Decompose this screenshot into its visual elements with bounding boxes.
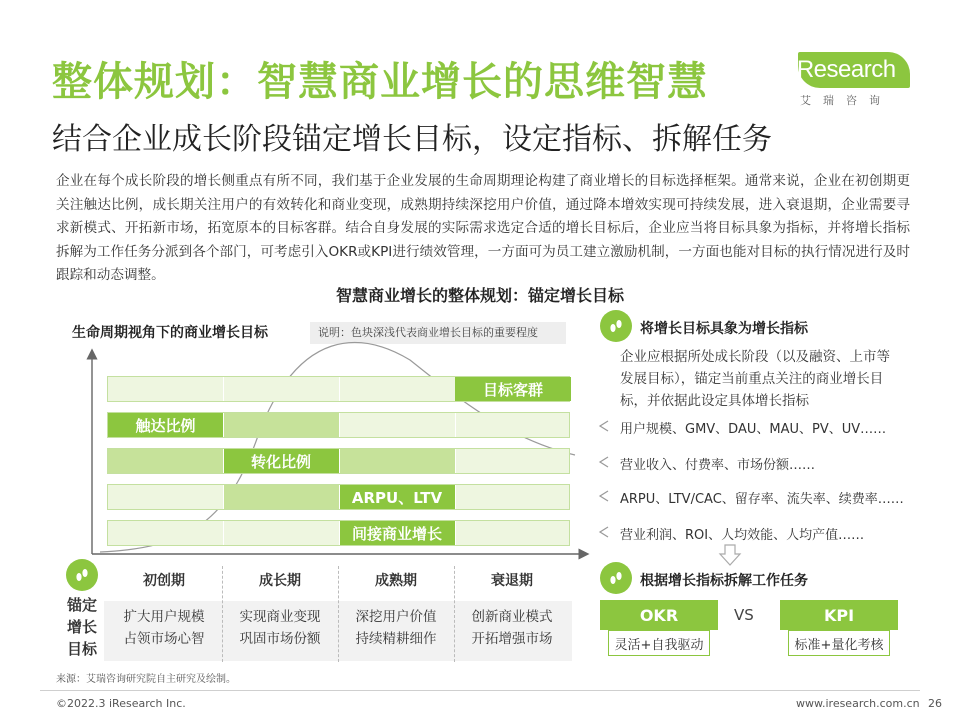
- arrow-left-icon: [598, 456, 610, 468]
- bar-label-indirect-growth: 间接商业增长: [339, 521, 455, 545]
- page-number: 26: [928, 697, 942, 710]
- footprint-icon: [600, 562, 632, 594]
- stage-mature-desc: 深挖用户价值 持续精耕细作: [355, 609, 437, 647]
- anchor-goal-label: 锚定 增长 目标: [66, 596, 97, 658]
- logo-text: iResearch: [792, 56, 896, 83]
- bar-label-reach-ratio: 触达比例: [108, 413, 223, 437]
- stage-growth: 成长期: [259, 573, 301, 589]
- metrics-description: 企业应根据所处成长阶段（以及融资、上市等发展目标），锚定当前重点关注的商业增长目标，并依据此设定具体增长指标: [620, 349, 890, 409]
- bar-target-customers: [107, 376, 570, 402]
- copyright: ©2022.3 iResearch Inc.: [56, 697, 186, 710]
- metric-row: ARPU、LTV/CAC、留存率、流失率、续费率……: [620, 492, 904, 507]
- arrow-left-icon: [598, 420, 610, 432]
- footprint-icon: [600, 310, 632, 342]
- vs-label: VS: [734, 606, 754, 624]
- stage-startup-desc: 扩大用户规模 占领市场心智: [123, 609, 205, 647]
- bar-arpu-ltv: [107, 484, 570, 510]
- stage-growth-desc: 实现商业变现 巩固市场份额: [239, 609, 321, 647]
- footer-divider: [40, 690, 920, 691]
- kpi-subtitle: 标准+量化考核: [788, 630, 890, 656]
- okr-subtitle: 灵活+自我驱动: [608, 630, 710, 656]
- stage-mature: 成熟期: [375, 573, 417, 589]
- chart-note: 说明：色块深浅代表商业增长目标的重要程度: [310, 322, 566, 344]
- arrow-left-icon: [598, 490, 610, 502]
- okr-box: OKR: [600, 600, 718, 630]
- arrow-down-icon: [718, 544, 742, 566]
- bar-label-target-customers: 目标客群: [455, 377, 571, 401]
- stage-decline-desc: 创新商业模式 开拓增强市场: [471, 609, 553, 647]
- bar-reach-ratio: [107, 412, 570, 438]
- diagram-title: 智慧商业增长的整体规划：锚定增长目标: [335, 286, 624, 305]
- metrics-heading: 将增长目标具象为增长指标: [640, 321, 808, 337]
- page-title: 整体规划：智慧商业增长的思维智慧: [52, 59, 708, 105]
- logo-subtext: 艾瑞咨询: [800, 94, 892, 107]
- footprint-icon: [66, 559, 98, 591]
- metric-row: 营业收入、付费率、市场份额……: [620, 458, 816, 473]
- bar-conversion-ratio: [107, 448, 570, 474]
- bar-label-conversion-ratio: 转化比例: [223, 449, 339, 473]
- chart-title: 生命周期视角下的商业增长目标: [72, 325, 268, 341]
- page-subtitle: 结合企业成长阶段锚定增长目标，设定指标、拆解任务: [52, 122, 772, 157]
- bar-label-arpu-ltv: ARPU、LTV: [339, 485, 455, 509]
- source-note: 来源：艾瑞咨询研究院自主研究及绘制。: [56, 674, 236, 685]
- intro-paragraph: 企业在每个成长阶段的增长侧重点有所不同，我们基于企业发展的生命周期理论构建了商业增长的目标选择框架。通常来说，企业在初创期更关注触达比例，成长期关注用户的有效转化和商业变现，成熟期持续深挖用户价值，通过降本增效实现可持续发展，进入衰退期，企业需要寻求新模式、开拓新市场，拓宽原本的目标客群。结合自身发展的实际需求选定合适的增长目标后，企业应当将目标具象为指标，并将增长指标拆解为工作任务分派到各个部门，可考虑引入OKR或KPI进行绩效管理，一方面可为员工建立激励机制，一方面也能对目标的执行情况进行及时跟踪和动态调整。: [56, 173, 910, 283]
- stage-decline: 衰退期: [491, 573, 533, 589]
- tasks-heading: 根据增长指标拆解工作任务: [640, 573, 808, 589]
- arrow-left-icon: [598, 526, 610, 538]
- stage-startup: 初创期: [143, 573, 185, 589]
- metric-row: 营业利润、ROI、人均效能、人均产值……: [620, 528, 865, 543]
- kpi-box: KPI: [780, 600, 898, 630]
- bar-indirect-growth: [107, 520, 570, 546]
- metric-row: 用户规模、GMV、DAU、MAU、PV、UV……: [620, 422, 887, 437]
- website-link[interactable]: www.iresearch.com.cn: [796, 697, 920, 710]
